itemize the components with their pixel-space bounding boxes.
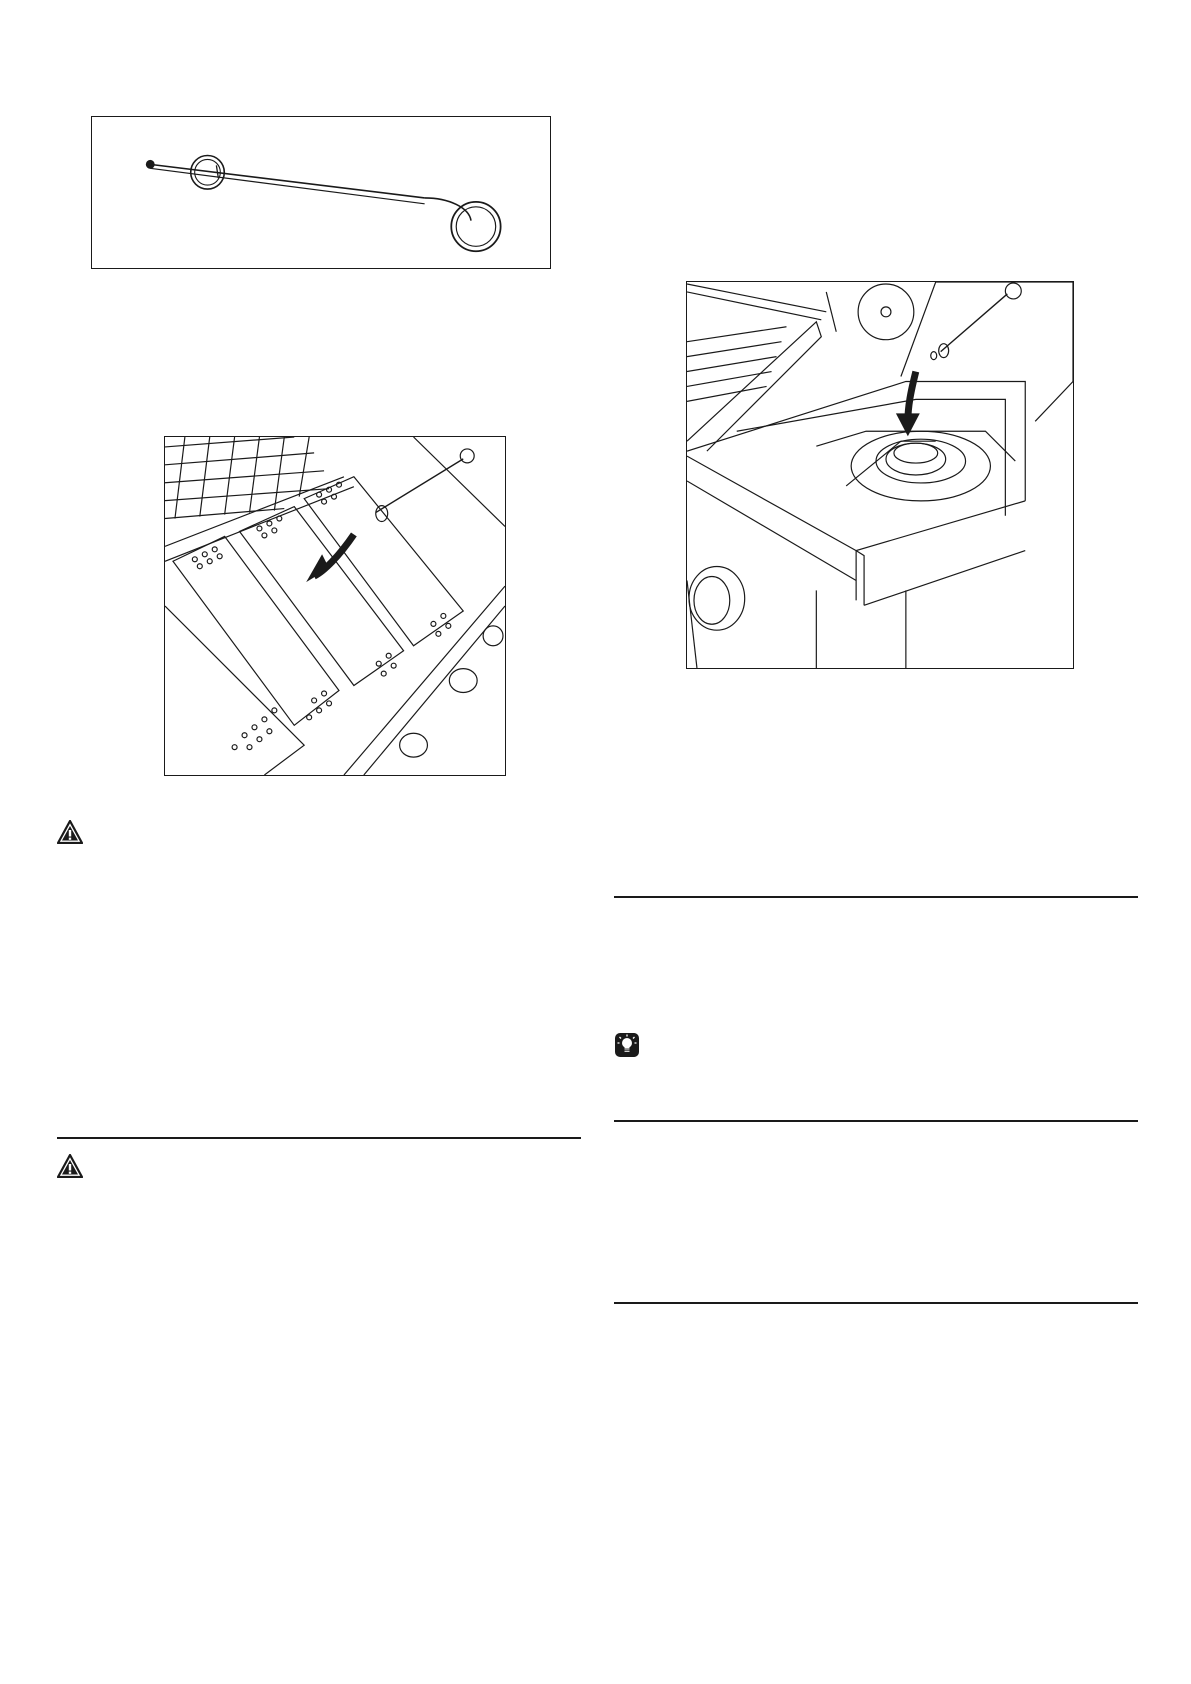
figure-main-burners [164,436,506,776]
large-loop [451,202,500,251]
tip-icon [614,1032,640,1058]
warning-icon [57,1154,83,1178]
section-divider [614,896,1138,898]
lighting-rod-illustration [92,117,550,268]
figure-side-burner [686,281,1074,669]
figure-ignition-wire [91,116,551,269]
main-burners-illustration [165,437,505,775]
section-divider [614,1302,1138,1304]
section-divider [614,1120,1138,1122]
warning-icon [57,820,83,844]
side-burner-illustration [687,282,1073,668]
section-divider [57,1137,581,1139]
